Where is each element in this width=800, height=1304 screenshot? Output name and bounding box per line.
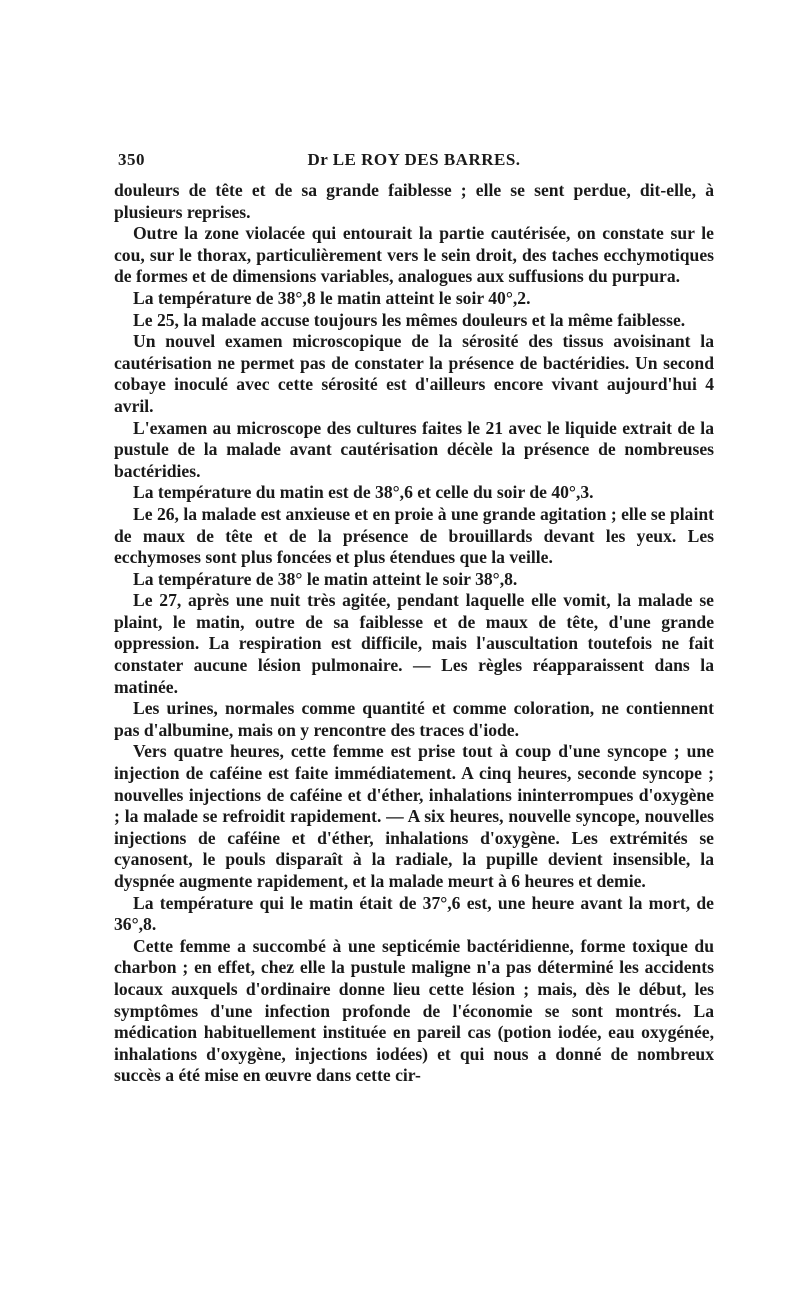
paragraph: Outre la zone violacée qui entourait la partie cautérisée, on constate sur le cou, sur le thorax, particulièrement vers le sein droit, des taches ecchymotiques de formes et de dimensions variables, analogues aux suffusions du purpura. [114, 223, 714, 287]
paragraph: L'examen au microscope des cultures faites le 21 avec le liquide extrait de la pustule de la malade avant cautérisation décèle la présence de nombreuses bactéridies. [114, 417, 714, 481]
paragraph: Cette femme a succombé à une septicémie bactéridienne, forme toxique du charbon ; en effet, chez elle la pustule maligne n'a pas déterminé les accidents locaux auxquels d'ordinaire donne lieu cette lésion ; mais, dès le début, les symptômes d'une infection profonde de l'économie se sont montrés. La médication habituellement instituée en pareil cas (potion iodée, eau oxygénée, inhalations d'oxygène, injections iodées) et qui nous a donné de nombreux succès a été mise en œuvre dans cette cir- [114, 935, 714, 1086]
paragraph: Le 27, après une nuit très agitée, pendant laquelle elle vomit, la malade se plaint, le matin, outre de sa faiblesse et de maux de tête, d'une grande oppression. La respiration est difficile, mais l'auscultation toutefois ne fait constater aucune lésion pulmonaire. — Les règles réapparaissent dans la matinée. [114, 590, 714, 697]
paragraph: Le 25, la malade accuse toujours les mêmes douleurs et la même faiblesse. [133, 309, 686, 330]
paragraph: Vers quatre heures, cette femme est prise tout à coup d'une syncope ; une injection de caféine est faite immédiatement. A cinq heures, seconde syncope ; nouvelles injections de caféine et d'éther, inhalations ininterrompues d'oxygène ; la malade se refroidit rapidement. — A six heures, nouvelle syncope, nouvelles injections de caféine et d'éther, inhalations d'oxygène. Les extrémités se cyanosent, le pouls disparaît à la radiale, la pupille devient insensible, la dyspnée augmente rapidement, et la malade meurt à 6 heures et demie. [114, 741, 714, 891]
running-title: Dr LE ROY DES BARRES. [307, 150, 521, 169]
paragraph: La température de 38° le matin atteint le soir 38°,8. [133, 568, 518, 589]
paragraph: douleurs de tête et de sa grande faiblesse ; elle se sent perdue, dit-elle, à plusieurs reprises. [114, 180, 714, 222]
paragraph: La température de 38°,8 le matin atteint le soir 40°,2. [133, 287, 531, 308]
paragraph: La température du matin est de 38°,6 et celle du soir de 40°,3. [133, 482, 594, 503]
paragraph: Un nouvel examen microscopique de la sérosité des tissus avoisinant la cautérisation ne permet pas de constater la présence de bactéridies. Un second cobaye inoculé avec cette sérosité est d'ailleurs encore vivant aujourd'hui 4 avril. [114, 331, 714, 416]
body-text [114, 180, 714, 1087]
page-header [114, 150, 714, 174]
paragraph: La température qui le matin était de 37°,6 est, une heure avant la mort, de 36°,8. [114, 892, 714, 935]
paragraph: Le 26, la malade est anxieuse et en proie à une grande agitation ; elle se plaint de maux de tête et de la présence de brouillards devant les yeux. Les ecchymoses sont plus foncées et plus étendues que la veille. [114, 503, 714, 568]
paragraph: Les urines, normales comme quantité et comme coloration, ne contiennent pas d'albumine, mais on y rencontre des traces d'iode. [114, 698, 714, 740]
page-number: 350 [118, 150, 145, 169]
